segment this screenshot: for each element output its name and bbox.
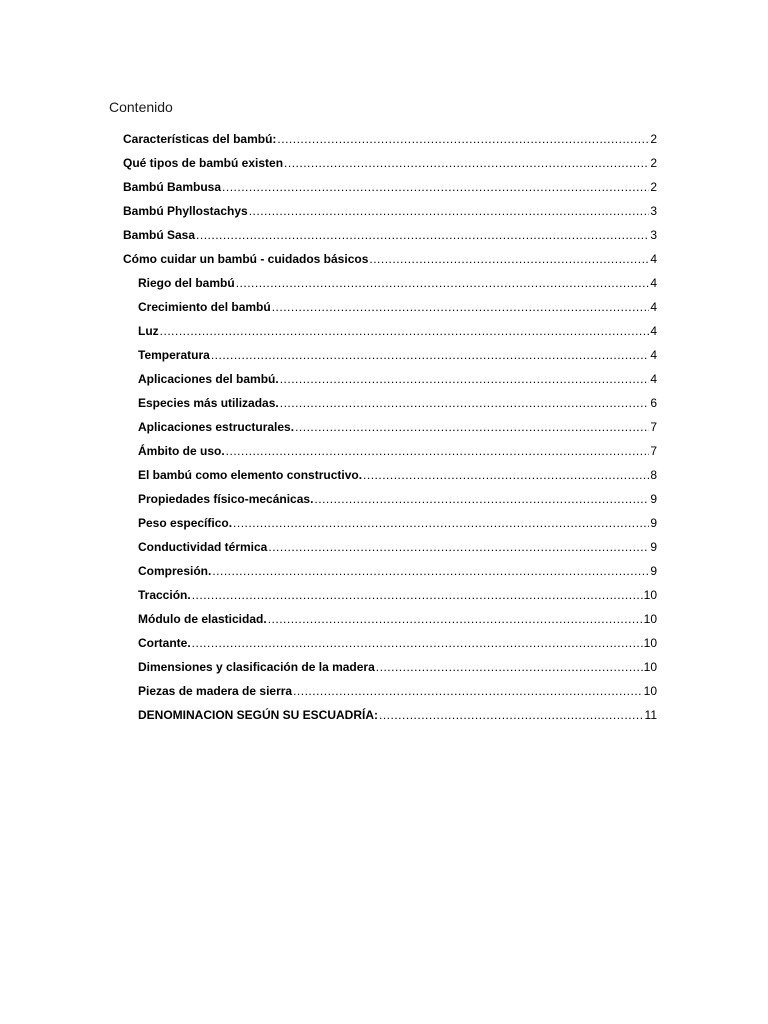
toc-entry[interactable] <box>0 180 768 204</box>
toc-entry-title: Propiedades físico-mecánicas. <box>138 492 314 506</box>
toc-entry[interactable] <box>0 204 768 228</box>
toc-entry[interactable] <box>0 444 768 468</box>
toc-entry-title: Bambú Sasa <box>123 228 196 242</box>
toc-entry-title: Temperatura <box>138 348 210 362</box>
toc-dot-leader <box>211 348 650 362</box>
toc-entry-page-number: 2 <box>650 132 657 146</box>
toc-entry-page-number: 4 <box>650 252 657 266</box>
toc-entry-page-number: 3 <box>650 228 657 242</box>
toc-dot-leader <box>192 588 643 602</box>
toc-dot-leader <box>284 156 649 170</box>
toc-entry[interactable] <box>0 468 768 492</box>
toc-entry[interactable] <box>0 156 768 180</box>
toc-entry[interactable] <box>0 348 768 372</box>
toc-dot-leader <box>295 420 649 434</box>
toc-dot-leader <box>236 276 650 290</box>
toc-entry-page-number: 10 <box>643 684 657 698</box>
toc-entry-page-number: 9 <box>650 492 657 506</box>
toc-dot-leader <box>222 180 649 194</box>
toc-entry-page-number: 10 <box>643 612 657 626</box>
toc-entry-title: Módulo de elasticidad. <box>138 612 267 626</box>
toc-dot-leader <box>212 564 649 578</box>
toc-entry[interactable] <box>0 636 768 660</box>
toc-entry[interactable] <box>0 324 768 348</box>
toc-entry-title: Aplicaciones estructurales. <box>138 420 295 434</box>
toc-entry-page-number: 2 <box>650 180 657 194</box>
toc-entry[interactable] <box>0 300 768 324</box>
toc-entry-title: Características del bambú: <box>123 132 277 146</box>
toc-entry-title: Conductividad térmica <box>138 540 268 554</box>
toc-list <box>0 132 768 732</box>
toc-entry-title: Compresión. <box>138 564 212 578</box>
toc-entry-page-number: 6 <box>650 396 657 410</box>
toc-dot-leader <box>280 372 650 386</box>
toc-dot-leader <box>196 228 649 242</box>
toc-entry-page-number: 9 <box>650 540 657 554</box>
toc-dot-leader <box>379 708 644 722</box>
toc-entry[interactable] <box>0 516 768 540</box>
toc-dot-leader <box>226 444 650 458</box>
toc-dot-leader <box>369 252 649 266</box>
toc-entry-title: El bambú como elemento constructivo. <box>138 468 363 482</box>
toc-entry-title: Riego del bambú <box>138 276 235 290</box>
toc-entry[interactable] <box>0 420 768 444</box>
toc-entry-page-number: 11 <box>644 708 657 722</box>
toc-entry-title: Bambú Phyllostachys <box>123 204 248 218</box>
toc-entry-page-number: 4 <box>650 300 657 314</box>
toc-entry[interactable] <box>0 372 768 396</box>
toc-entry-title: Ámbito de uso. <box>138 444 225 458</box>
toc-heading: Contenido <box>109 99 173 115</box>
toc-entry-page-number: 9 <box>650 564 657 578</box>
toc-entry-title: Dimensiones y clasificación de la madera <box>138 660 375 674</box>
toc-entry[interactable] <box>0 612 768 636</box>
toc-dot-leader <box>233 516 649 530</box>
toc-entry-page-number: 10 <box>643 660 657 674</box>
toc-dot-leader <box>268 612 643 626</box>
toc-entry-page-number: 3 <box>650 204 657 218</box>
toc-entry[interactable] <box>0 564 768 588</box>
toc-entry-title: Cómo cuidar un bambú - cuidados básicos <box>123 252 369 266</box>
toc-entry-page-number: 9 <box>650 516 657 530</box>
toc-entry[interactable] <box>0 132 768 156</box>
toc-entry-title: Crecimiento del bambú <box>138 300 271 314</box>
toc-entry-title: Qué tipos de bambú existen <box>123 156 284 170</box>
toc-dot-leader <box>249 204 650 218</box>
toc-entry[interactable] <box>0 228 768 252</box>
toc-dot-leader <box>363 468 649 482</box>
toc-entry-title: Luz <box>138 324 159 338</box>
toc-entry-page-number: 4 <box>650 324 657 338</box>
toc-entry-page-number: 7 <box>650 444 657 458</box>
toc-entry-title: Cortante. <box>138 636 191 650</box>
toc-entry-title: Tracción. <box>138 588 191 602</box>
toc-dot-leader <box>293 684 643 698</box>
toc-entry-title: Bambú Bambusa <box>123 180 222 194</box>
toc-entry-title: Piezas de madera de sierra <box>138 684 293 698</box>
toc-entry[interactable] <box>0 708 768 732</box>
toc-dot-leader <box>277 132 649 146</box>
toc-entry[interactable] <box>0 252 768 276</box>
toc-entry-title: Aplicaciones del bambú. <box>138 372 279 386</box>
toc-dot-leader <box>314 492 649 506</box>
toc-entry-title: Especies más utilizadas. <box>138 396 279 410</box>
toc-entry-page-number: 4 <box>650 372 657 386</box>
toc-entry[interactable] <box>0 396 768 420</box>
toc-dot-leader <box>192 636 643 650</box>
toc-entry[interactable] <box>0 684 768 708</box>
toc-dot-leader <box>376 660 643 674</box>
toc-entry-page-number: 4 <box>650 276 657 290</box>
toc-entry-page-number: 10 <box>643 636 657 650</box>
toc-dot-leader <box>272 300 650 314</box>
toc-entry[interactable] <box>0 276 768 300</box>
toc-entry-page-number: 7 <box>650 420 657 434</box>
toc-dot-leader <box>268 540 649 554</box>
toc-entry[interactable] <box>0 492 768 516</box>
toc-entry-title: DENOMINACION SEGÚN SU ESCUADRÍA: <box>138 708 379 722</box>
toc-entry[interactable] <box>0 540 768 564</box>
toc-entry-page-number: 8 <box>650 468 657 482</box>
toc-entry[interactable] <box>0 588 768 612</box>
toc-dot-leader <box>280 396 650 410</box>
toc-entry-page-number: 4 <box>650 348 657 362</box>
toc-entry-title: Peso específico. <box>138 516 233 530</box>
toc-entry-page-number: 10 <box>643 588 657 602</box>
toc-entry[interactable] <box>0 660 768 684</box>
toc-dot-leader <box>160 324 650 338</box>
toc-entry-page-number: 2 <box>650 156 657 170</box>
